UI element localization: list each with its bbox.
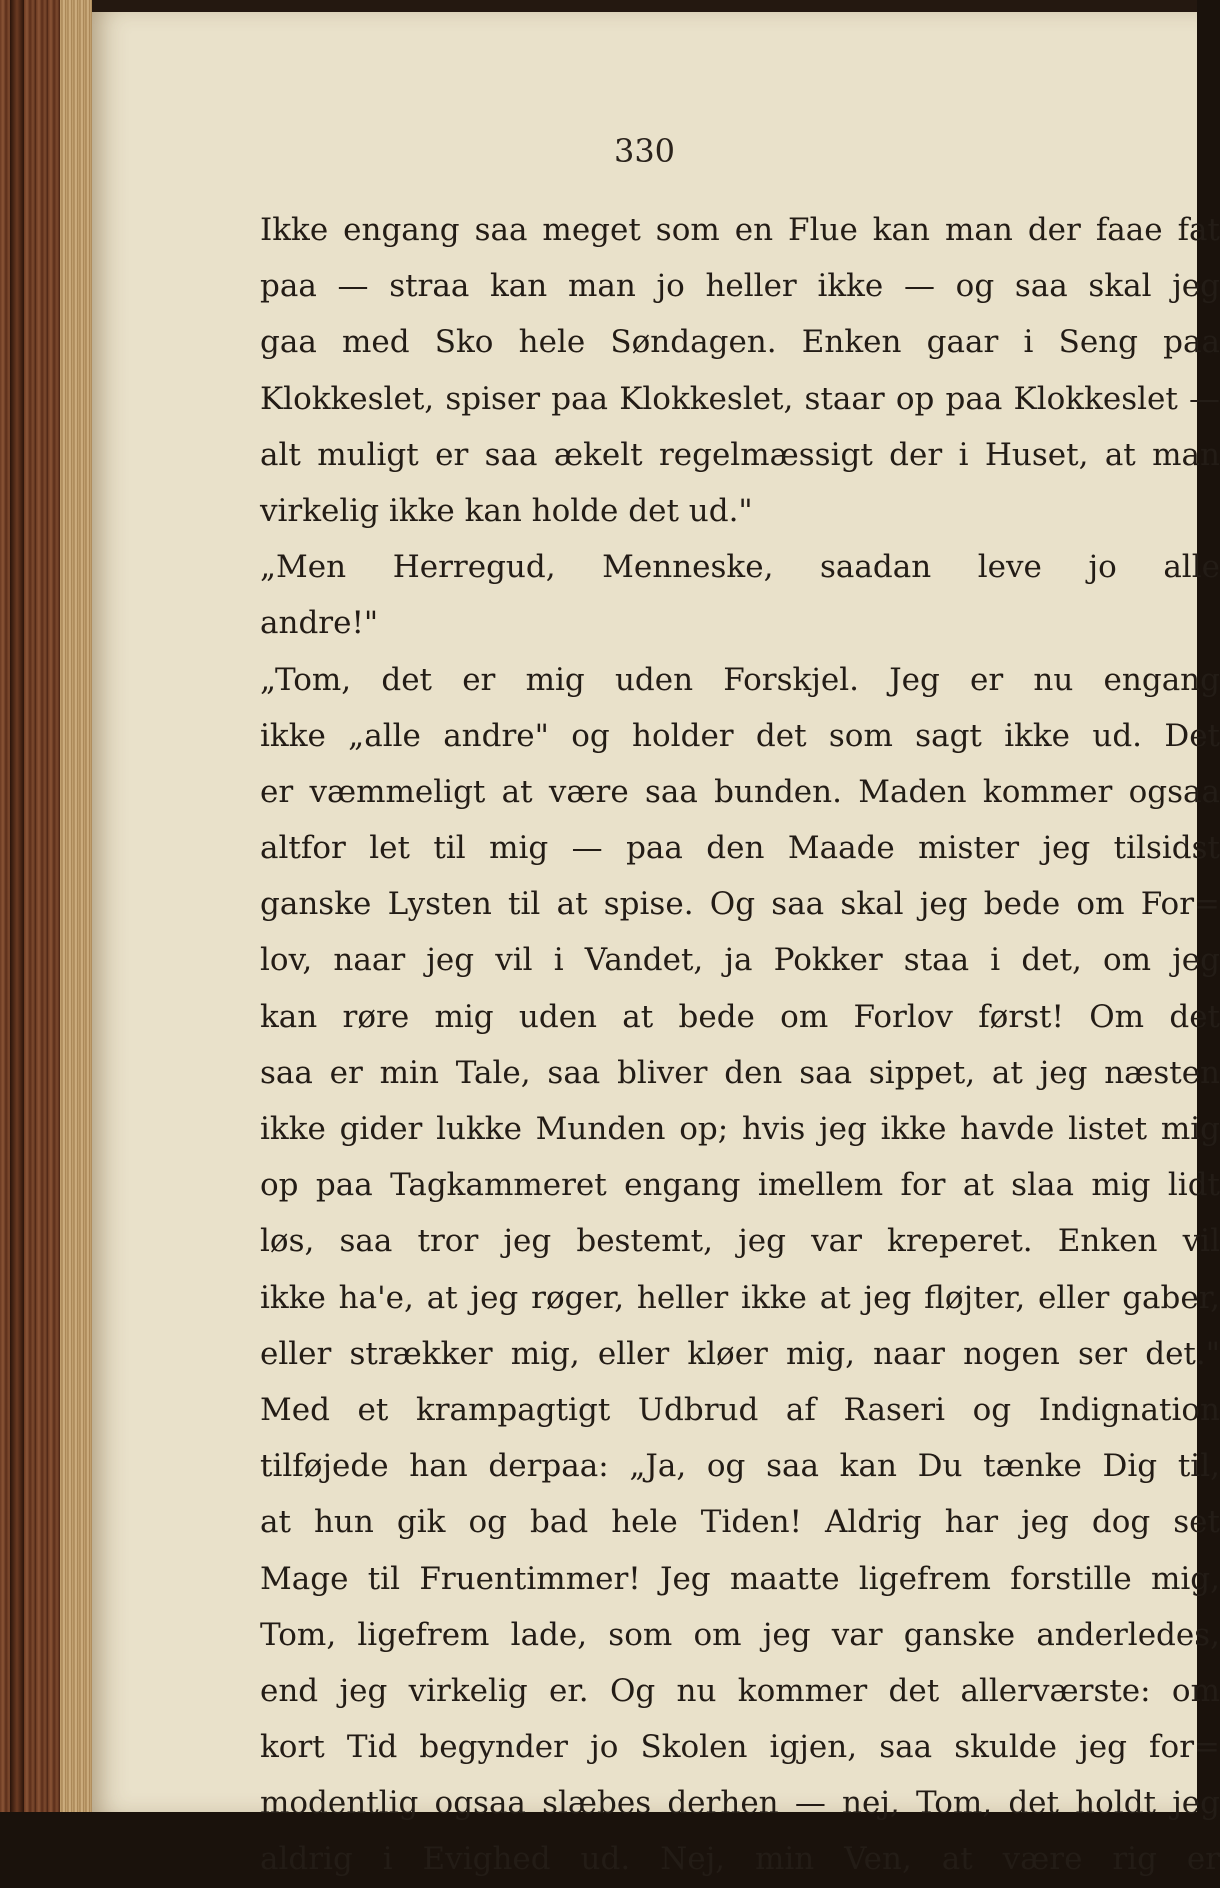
text-line: Med et krampagtigt Udbrud af Raseri og Indignation <box>260 1391 1220 1428</box>
text-line: alt muligt er saa ækelt regelmæssigt der i Huset, at man <box>260 436 1220 473</box>
text-line: end jeg virkelig er. Og nu kommer det allerværste: om <box>260 1672 1220 1709</box>
text-line: andre!" <box>260 605 379 642</box>
text-line: løs, saa tror jeg bestemt, jeg var kreperet. Enken vil <box>260 1223 1220 1260</box>
text-line: ganske Lysten til at spise. Og saa skal jeg bede om For= <box>260 886 1220 923</box>
text-line: Tom, ligefrem lade, som om jeg var ganske anderledes, <box>260 1616 1220 1653</box>
text-line: lov, naar jeg vil i Vandet, ja Pokker staa i det, om jeg <box>260 942 1220 979</box>
text-line: tilføjede han derpaa: „Ja, og saa kan Du tænke Dig til, <box>260 1448 1220 1485</box>
text-line: eller strækker mig, eller kløer mig, naar nogen ser det." <box>260 1335 1220 1372</box>
text-line: saa er min Tale, saa bliver den saa sippet, at jeg næsten <box>260 1054 1220 1091</box>
text-line: virkelig ikke kan holde det ud." <box>260 492 753 529</box>
text-line: op paa Tagkammeret engang imellem for at slaa mig lidt <box>260 1167 1220 1204</box>
page-edges <box>60 0 96 1812</box>
text-line: aldrig i Evighed ud. Nej, min Ven, at være rig er <box>260 1841 1220 1878</box>
text-line: Klokkeslet, spiser paa Klokkeslet, staar op paa Klokkeslet — <box>260 380 1220 417</box>
body-text <box>260 202 1220 1888</box>
text-line: ikke gider lukke Munden op; hvis jeg ikke havde listet mig <box>260 1111 1220 1147</box>
text-line: er væmmeligt at være saa bunden. Maden kommer ogsaa <box>260 773 1220 810</box>
text-line: ikke ha'e, at jeg røger, heller ikke at jeg fløjter, eller gaber, <box>260 1279 1220 1316</box>
text-line: Ikke engang saa meget som en Flue kan man der faae fat <box>260 212 1220 248</box>
book-page <box>92 12 1220 1878</box>
text-line: gaa med Sko hele Søndagen. Enken gaar i Seng paa <box>260 324 1220 361</box>
text-line: altfor let til mig — paa den Maade mister jeg tilsidst <box>260 830 1220 867</box>
text-line: kort Tid begynder jo Skolen igjen, saa skulde jeg for= <box>260 1729 1220 1766</box>
text-line: modentlig ogsaa slæbes derhen — nej, Tom, det holdt jeg <box>260 1785 1220 1822</box>
text-line: kan røre mig uden at bede om Forlov først! Om det <box>260 998 1220 1035</box>
spine-edge <box>10 0 24 1812</box>
text-line: „Men Herregud, Menneske, saadan leve jo alle <box>260 549 1220 586</box>
page-number: 330 <box>613 132 676 170</box>
text-line: Mage til Fruentimmer! Jeg maatte ligefrem forstille mig, <box>260 1560 1220 1597</box>
text-line: ikke „alle andre" og holder det som sagt ikke ud. Det <box>260 717 1220 754</box>
text-line: at hun gik og bad hele Tiden! Aldrig har jeg dog set <box>260 1504 1220 1541</box>
text-line: paa — straa kan man jo heller ikke — og saa skal jeg <box>260 268 1220 305</box>
text-line: „Tom, det er mig uden Forskjel. Jeg er nu engang <box>260 661 1220 698</box>
